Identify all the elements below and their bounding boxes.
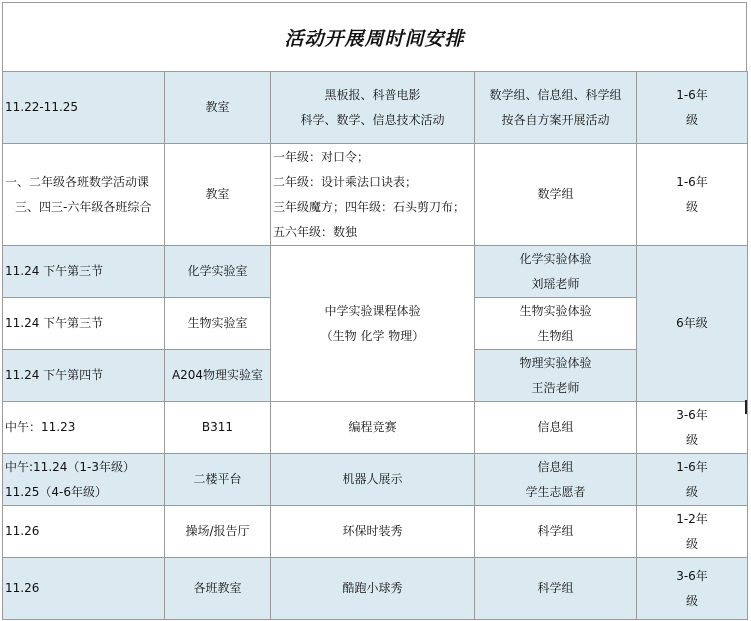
lab-activity-cell: 中学实验课程体验 （生物 化学 物理） [271,246,475,402]
organizer-cell: 信息组 学生志愿者 [475,454,637,506]
schedule-table [2,71,748,620]
time-cell: 中午:11.24（1-3年级） 11.25（4-6年级） [3,454,165,506]
time-cell: 11.24 下午第三节 [3,298,165,350]
organizer-cell: 科学组 [475,506,637,558]
time-cell: 11.24 下午第三节 [3,246,165,298]
place-cell: 各班教室 [165,558,271,620]
time-cell: 11.22-11.25 [3,72,165,144]
text-cursor-marker [745,400,747,414]
place-cell: 化学实验室 [165,246,271,298]
lab-grade-cell: 6年级 [637,246,748,402]
grade-cell: 3-6年 级 [637,402,748,454]
time-cell: 11.26 [3,506,165,558]
table-row [3,402,748,454]
grade-cell: 1-6年 级 [637,144,748,246]
place-cell: B311 [165,402,271,454]
schedule-sheet [2,2,747,620]
activity-cell: 一年级：对口令； 二年级：设计乘法口诀表； 三年级魔方；四年级：石头剪刀布； 五六年级：数独 [271,144,475,246]
organizer-cell: 物理实验体验 王浩老师 [475,350,637,402]
table-row [3,72,748,144]
time-cell: 11.26 [3,558,165,620]
time-cell: 中午：11.23 [3,402,165,454]
place-cell: 教室 [165,72,271,144]
activity-cell: 酷跑小球秀 [271,558,475,620]
table-row [3,558,748,620]
page-title: 活动开展周时间安排 [284,27,465,50]
place-cell: A204物理实验室 [165,350,271,402]
grade-cell: 1-2年 级 [637,506,748,558]
activity-cell: 环保时装秀 [271,506,475,558]
title-row [2,2,747,71]
organizer-cell: 数学组 [475,144,637,246]
organizer-cell: 科学组 [475,558,637,620]
table-row [3,246,748,298]
time-cell: 一、二年级各班数学活动课 三、四三-六年级各班综合 [3,144,165,246]
place-cell: 教室 [165,144,271,246]
activity-cell: 黑板报、科普电影 科学、数学、信息技术活动 [271,72,475,144]
organizer-cell: 化学实验体验 刘瑶老师 [475,246,637,298]
grade-cell: 1-6年 级 [637,72,748,144]
grade-cell: 3-6年 级 [637,558,748,620]
place-cell: 二楼平台 [165,454,271,506]
time-cell: 11.24 下午第四节 [3,350,165,402]
table-row [3,506,748,558]
organizer-cell: 生物实验体验 生物组 [475,298,637,350]
organizer-cell: 数学组、信息组、科学组 按各自方案开展活动 [475,72,637,144]
table-row [3,454,748,506]
activity-cell: 机器人展示 [271,454,475,506]
place-cell: 生物实验室 [165,298,271,350]
place-cell: 操场/报告厅 [165,506,271,558]
table-row [3,144,748,246]
organizer-cell: 信息组 [475,402,637,454]
activity-cell: 编程竞赛 [271,402,475,454]
grade-cell: 1-6年 级 [637,454,748,506]
